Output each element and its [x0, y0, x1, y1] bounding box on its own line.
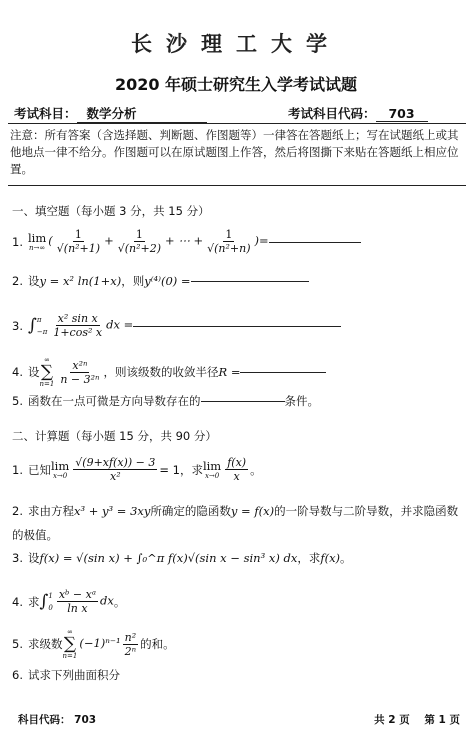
term-denominator: 2ⁿ — [124, 644, 137, 658]
answer-blank — [269, 241, 361, 243]
question-tail: 条件。 — [284, 394, 319, 408]
question-tail: 。 — [113, 594, 126, 609]
limit-numerator: √(9+xf(x)) − 3 — [75, 456, 156, 469]
derivative-expression: y⁽⁴⁾(0) = — [144, 274, 191, 288]
question-number: 4. — [12, 594, 23, 609]
term2-denominator: √(n²+2) — [117, 242, 162, 255]
implicit-function: y = f(x) — [230, 504, 275, 518]
term-numerator: x²ⁿ — [72, 358, 88, 372]
integral-upper: π — [36, 315, 42, 324]
term3-denominator: √(n²+n) — [207, 242, 251, 255]
sum-upper: ∞ — [66, 628, 73, 636]
integrand-denominator: ln x — [67, 602, 88, 615]
fill-question-2 — [12, 273, 309, 289]
answer-blank — [201, 400, 285, 402]
question-number: 3. — [12, 551, 23, 565]
question-tail: 。 — [250, 462, 262, 477]
lim-subscript-2: x→0 — [204, 471, 220, 480]
sign-factor: (−1)ⁿ⁻¹ — [79, 636, 121, 650]
question-number: 5. — [12, 637, 23, 651]
question-text: 求 — [28, 594, 40, 609]
calc-question-1 — [12, 456, 262, 483]
lim-operator: lim — [51, 458, 70, 473]
fill-question-1: 1. lim n→∞ ( $\frac{1}{\text{√(n²+1)}}$ + $\frac{1}{\text{√(n²+2)}}$ + ⋯ + $\frac{1}{\text{√(n²+n)}}$ )= — [12, 228, 361, 255]
question-text-2: ，则该级数的收敛半径 — [103, 365, 219, 379]
notice-text: 注意：所有答案（含选择题、判断题、作图题等）一律答在答题纸上；写在试题纸上或其他地点一律不给分。作图题可以在原试题图上作答，然后将图撕下来贴在答题纸上相应位置。 — [10, 128, 459, 176]
answer-blank — [240, 371, 326, 373]
sum-lower: n=1 — [39, 380, 55, 388]
term1-denominator: √(n²+1) — [56, 242, 101, 255]
target-numerator: f(x) — [227, 456, 247, 469]
question-text: 函数在一点可微是方向导数存在的 — [28, 394, 201, 408]
question-text: 设 — [28, 551, 40, 565]
question-number: 5. — [12, 394, 23, 408]
code-label: 考试科目代码： — [288, 106, 376, 121]
radius-expression: R = — [218, 365, 241, 379]
lim-subscript: n→∞ — [29, 243, 46, 252]
question-text: 试求下列曲面积分 — [28, 668, 120, 682]
calc-question-3 — [12, 550, 352, 566]
sum-upper: ∞ — [43, 356, 50, 364]
term-numerator: n² — [124, 630, 137, 644]
calc-question-2-continued — [12, 527, 58, 543]
exam-title: 2020 年硕士研究生入学考试试题 — [114, 75, 358, 94]
question-number: 1. — [12, 234, 23, 249]
subject-row — [14, 104, 207, 123]
integral-sign: ∫ — [39, 591, 49, 612]
question-text-2: 所确定的隐函数 — [150, 504, 231, 518]
answer-blank — [133, 325, 341, 327]
section1-title: 一、填空题（每小题 3 分，共 15 分） — [12, 204, 210, 218]
question-number: 4. — [12, 365, 23, 379]
calc-question-4 — [12, 588, 125, 615]
header-divider — [8, 123, 466, 124]
question-text-2: ，求 — [297, 551, 321, 565]
lim-operator: lim — [28, 230, 47, 245]
target-denominator: x — [233, 470, 240, 483]
calc-question-5 — [12, 628, 175, 660]
question-text: 设 — [28, 365, 40, 379]
question-number: 3. — [12, 318, 23, 333]
fill-question-3 — [12, 312, 341, 339]
sum-lower: n=1 — [62, 652, 78, 660]
subject-value: 数学分析 — [77, 104, 207, 123]
question-text-3: 的一阶导数与二阶导数，并求隐函数 — [274, 504, 459, 518]
fill-question-5 — [12, 393, 319, 409]
term-denominator: n − 3²ⁿ — [60, 372, 100, 386]
integrand-numerator: xᵇ − xᵃ — [58, 588, 96, 601]
differential: dx — [99, 593, 114, 608]
question-number: 2. — [12, 504, 23, 518]
target-function: f(x) — [320, 551, 341, 565]
series-ellipsis: + ⋯ + — [165, 233, 204, 248]
lim-subscript: x→0 — [52, 471, 68, 480]
question-number: 1. — [12, 462, 23, 477]
sum-sign: ∑ — [40, 362, 53, 382]
equals-sign: = — [259, 233, 269, 248]
university-name: 长沙理工大学 — [131, 31, 341, 56]
calc-question-6 — [12, 667, 120, 683]
question-text: 已知 — [28, 462, 51, 477]
integral-lower: −π — [36, 327, 48, 336]
integral-lower: 0 — [48, 603, 53, 612]
integral-sign: ∫ — [28, 315, 37, 336]
lim-operator-2: lim — [202, 458, 222, 473]
integrand-numerator: x² sin x — [57, 312, 98, 325]
function-expression: y = x² ln(1+x) — [39, 274, 122, 288]
function-equation: f(x) = √(sin x) + ∫₀^π f(x)√(sin x − sin³ x) dx — [39, 551, 298, 565]
answer-blank — [191, 280, 309, 282]
equation-expression: x³ + y³ = 3xy — [74, 504, 151, 518]
fill-question-4 — [12, 356, 326, 388]
question-text-line2: 的极值。 — [12, 528, 58, 542]
footer-page-count: 共 2 页 第 1 页 — [374, 714, 460, 726]
question-text: 求级数 — [28, 637, 63, 651]
notice-divider — [8, 185, 466, 186]
question-text: 设 — [28, 274, 40, 288]
question-text: 求由方程 — [28, 504, 74, 518]
code-row — [288, 104, 428, 122]
integrand-denominator: 1+cos² x — [53, 326, 103, 339]
question-text-2: = 1，求 — [159, 462, 203, 477]
calc-question-2 — [12, 503, 458, 519]
sum-sign: ∑ — [63, 634, 76, 654]
differential: dx = — [106, 317, 134, 332]
limit-denominator: x² — [109, 470, 121, 483]
code-value: 703 — [376, 106, 428, 122]
subject-label: 考试科目： — [14, 106, 77, 121]
footer-subject-code: 科目代码： 703 — [18, 714, 97, 726]
question-tail: 的和。 — [140, 637, 175, 651]
question-number: 2. — [12, 274, 23, 288]
integral-upper: 1 — [48, 591, 53, 600]
question-tail: 。 — [340, 551, 352, 565]
section2-title: 二、计算题（每小题 15 分，共 90 分） — [12, 429, 217, 443]
question-number: 6. — [12, 668, 23, 682]
question-text-2: ，则 — [121, 274, 145, 288]
